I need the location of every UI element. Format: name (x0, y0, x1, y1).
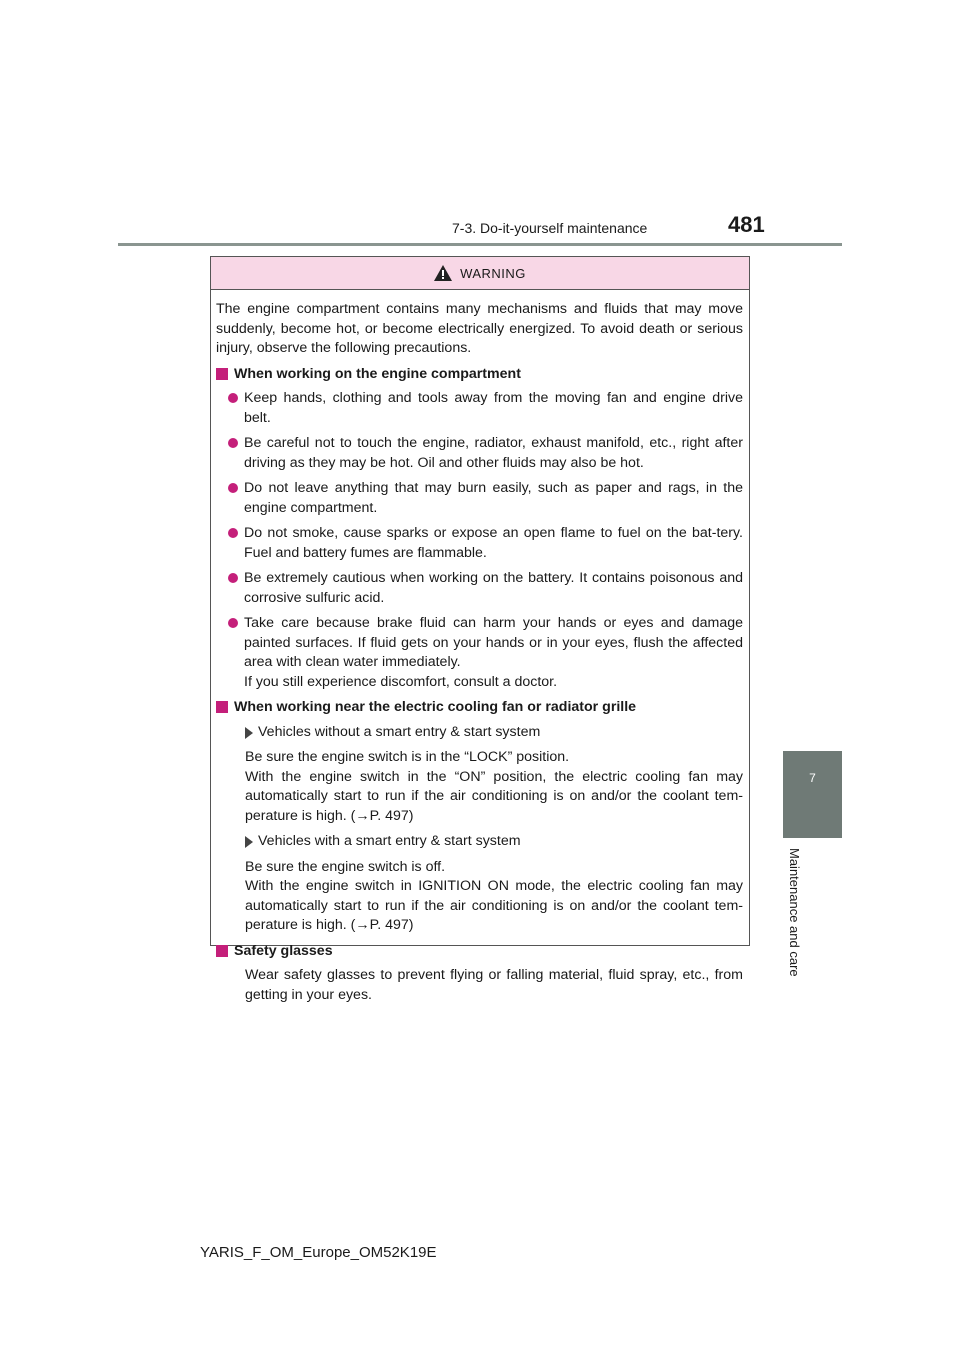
list-item: Vehicles without a smart entry & start system (240, 723, 743, 743)
list-item: Do not smoke, cause sparks or expose an open flame to fuel on the bat-tery. Fuel and battery fumes are flammable. (228, 524, 743, 563)
square-bullet-icon (216, 368, 228, 380)
warning-body (211, 290, 749, 1005)
circle-bullet-icon (228, 483, 238, 493)
list-item: Do not leave anything that may burn easily, such as paper and rags, in the engine compartment. (228, 479, 743, 518)
warning-title: WARNING (460, 265, 526, 281)
triangle-bullet-icon (245, 727, 253, 739)
chapter-number: 7 (809, 771, 816, 785)
list-item: Vehicles with a smart entry & start system (240, 832, 743, 852)
chapter-title: Maintenance and care (787, 848, 802, 977)
paragraph: Wear safety glasses to prevent flying or falling material, fluid spray, etc., from getting in your eyes. (245, 967, 743, 1003)
triangle-bullet-icon (245, 836, 253, 848)
list-item: Be careful not to touch the engine, radiator, exhaust manifold, etc., right after driving as they may be hot. Oil and other fluids may also be hot. (228, 434, 743, 473)
list-item: Take care because brake fluid can harm your hands or eyes and damage painted surfaces. If fluid gets on your hands or in your eyes, flush the affected area with clean water immediately. If you still experience discomfort, consult a doctor. (228, 614, 743, 692)
list-item: Keep hands, clothing and tools away from the moving fan and engine drive belt. (228, 389, 743, 428)
section-heading: When working on the engine compartment (216, 365, 743, 385)
chapter-tab[interactable] (783, 751, 842, 838)
section-title: 7-3. Do-it-yourself maintenance (452, 220, 648, 236)
circle-bullet-icon (228, 573, 238, 583)
circle-bullet-icon (228, 438, 238, 448)
warning-header (211, 257, 749, 290)
square-bullet-icon (216, 701, 228, 713)
document-code: YARIS_F_OM_Europe_OM52K19E (200, 1244, 437, 1261)
page-number: 481 (728, 212, 765, 237)
square-bullet-icon (216, 945, 228, 957)
paragraph: Be sure the engine switch is in the “LOCK” position. With the engine switch in the “ON” position, the electric cooling fan may automatically start to run if the air conditioning is on and/or the coolant tem-perature is high. (→P. 497) (245, 749, 743, 824)
warning-intro: The engine compartment contains many mechanisms and fluids that may move suddenly, become hot, or become electrically energized. To avoid death or serious injury, observe the following precautions. (216, 301, 743, 356)
paragraph: Be sure the engine switch is off. With the engine switch in IGNITION ON mode, the electric cooling fan may automatically start to run if the air conditioning is on and/or the coolant tem-perature is high. (→P. 497) (245, 858, 743, 933)
warning-box (210, 256, 750, 1003)
circle-bullet-icon (228, 393, 238, 403)
warning-triangle-icon (434, 265, 452, 281)
list-item: Be extremely cautious when working on the battery. It contains poisonous and corrosive sulfuric acid. (228, 569, 743, 608)
section-heading: When working near the electric cooling fan or radiator grille (216, 698, 743, 718)
chapter-side-label (784, 848, 806, 977)
circle-bullet-icon (228, 528, 238, 538)
circle-bullet-icon (228, 618, 238, 628)
header-divider (118, 243, 842, 246)
section-heading: Safety glasses (216, 942, 743, 962)
